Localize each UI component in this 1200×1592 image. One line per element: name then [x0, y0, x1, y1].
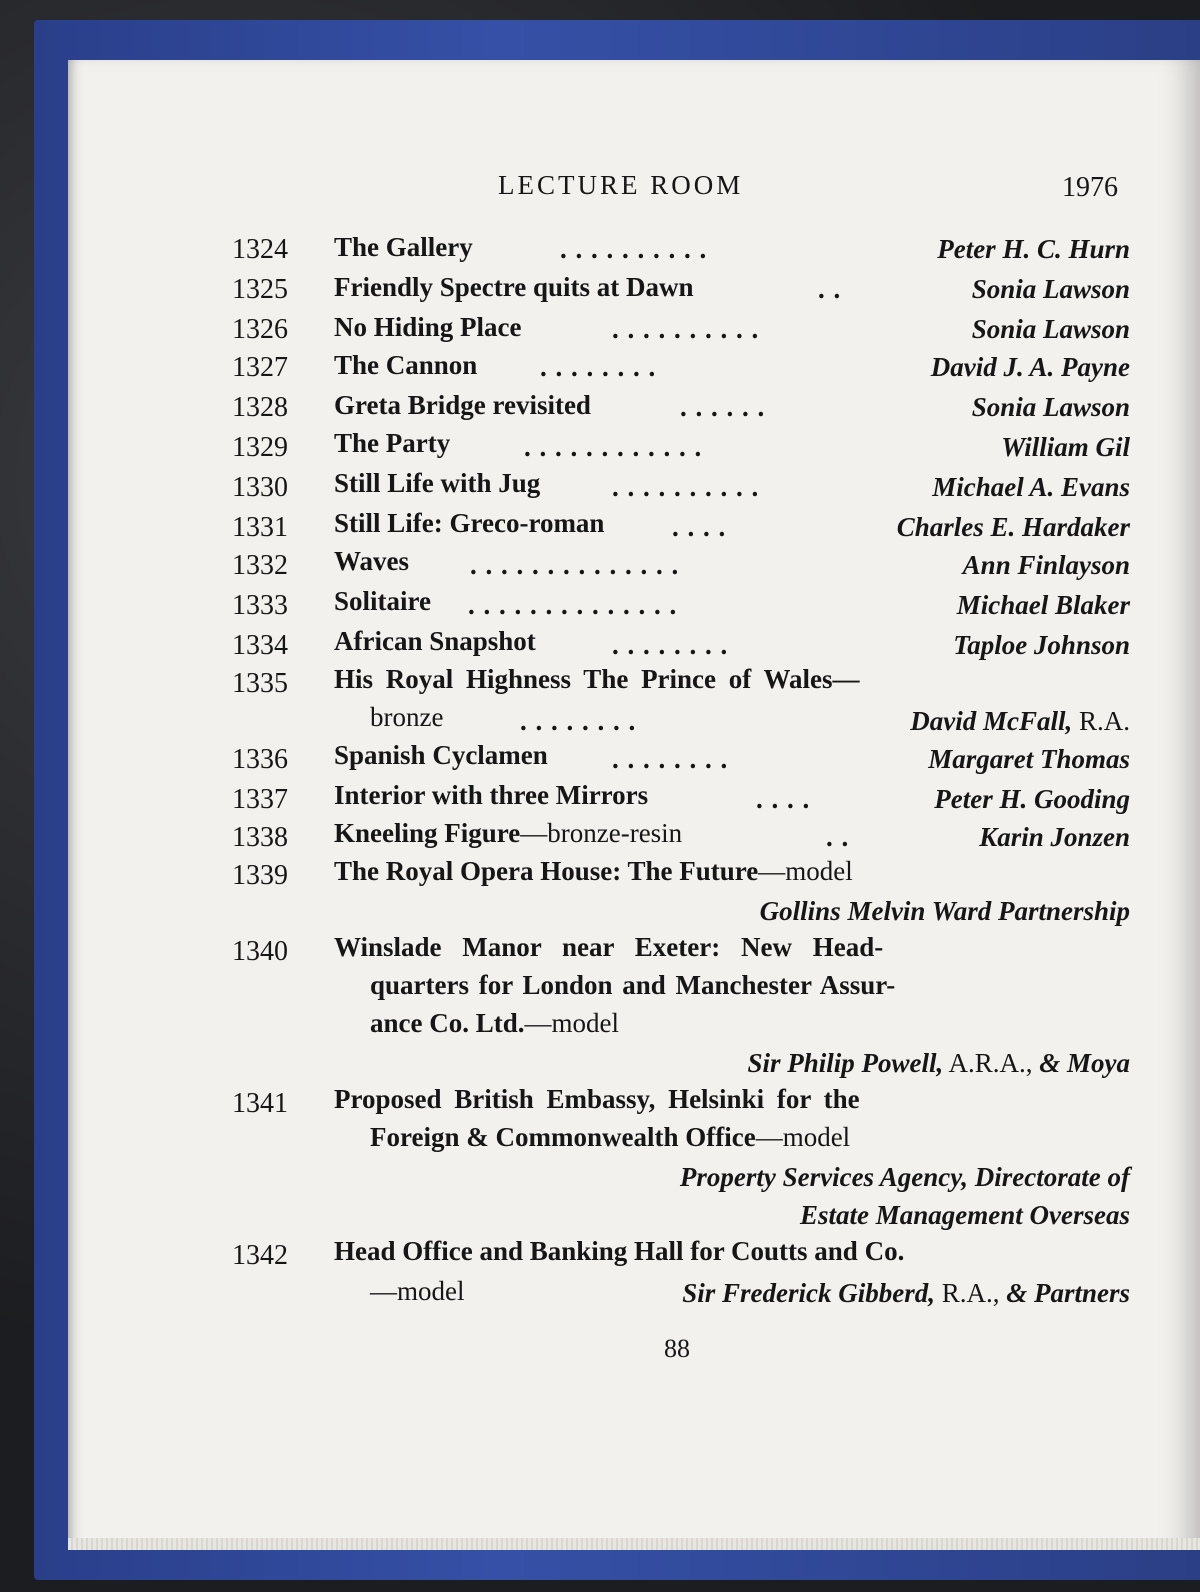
artist-name: Karin Jonzen	[979, 822, 1130, 852]
leader-dots: . . . . . . . .	[540, 352, 657, 382]
catalogue-number: 1325	[232, 274, 288, 305]
work-title: Friendly Spectre quits at Dawn	[334, 272, 694, 302]
artist-name: Michael Blaker	[956, 590, 1130, 620]
artist-name: Sonia Lawson	[971, 392, 1130, 422]
work-title-continued: ance Co. Ltd.—model	[370, 1008, 619, 1038]
work-title: Interior with three Mirrors	[334, 780, 649, 810]
artist-name: William Gil	[1001, 432, 1130, 462]
work-title: Still Life: Greco-roman	[334, 508, 605, 538]
catalogue-number: 1324	[232, 234, 288, 265]
artist-name: Peter H. C. Hurn	[937, 234, 1130, 264]
artist-name: Taploe Johnson	[953, 630, 1130, 660]
leader-dots: . . . . . . . . . . . . . .	[470, 550, 680, 580]
catalogue-number: 1332	[232, 550, 288, 581]
work-title: His Royal Highness The Prince of Wales—	[334, 664, 860, 694]
artist-name: Sonia Lawson	[971, 314, 1130, 344]
catalogue-number: 1329	[232, 432, 288, 463]
catalogue-number: 1339	[232, 860, 288, 891]
artist-name: Sir Frederick Gibberd, R.A., & Partners	[682, 1278, 1130, 1308]
leader-dots: . . . . . . . .	[612, 630, 729, 660]
artist-name: Peter H. Gooding	[934, 784, 1130, 814]
catalogue-number: 1326	[232, 314, 288, 345]
catalogue-number: 1327	[232, 352, 288, 383]
catalogue-number: 1335	[232, 668, 288, 699]
work-title: Spanish Cyclamen	[334, 740, 548, 770]
artist-name: Charles E. Hardaker	[896, 512, 1130, 542]
catalogue-number: 1331	[232, 512, 288, 543]
leader-dots: . . . . . . . . . .	[612, 472, 760, 502]
catalogue-number: 1334	[232, 630, 288, 661]
work-title: Proposed British Embassy, Helsinki for the	[334, 1084, 860, 1114]
work-title-continued: bronze	[370, 702, 444, 732]
work-title: No Hiding Place	[334, 312, 522, 342]
catalogue-number: 1340	[232, 936, 288, 967]
catalogue-number: 1342	[232, 1240, 288, 1271]
catalogue-number: 1338	[232, 822, 288, 853]
work-title: African Snapshot	[334, 626, 536, 656]
artist-name: Ann Finlayson	[962, 550, 1130, 580]
catalogue-number: 1330	[232, 472, 288, 503]
work-title: Solitaire	[334, 586, 431, 616]
artist-name: Sonia Lawson	[971, 274, 1130, 304]
work-title: The Party	[334, 428, 451, 458]
work-title: Still Life with Jug	[334, 468, 541, 498]
leader-dots: . . . . . . . . . . . . . .	[468, 590, 678, 620]
leader-dots: . . . . . . . .	[520, 706, 637, 736]
leader-dots: . . . . . . . . . .	[560, 234, 708, 264]
work-title: Greta Bridge revisited	[334, 390, 591, 420]
work-title: Waves	[334, 546, 410, 576]
work-title: The Royal Opera House: The Future—model	[334, 856, 853, 886]
page-edges	[68, 1538, 1200, 1550]
page-year: 1976	[1062, 172, 1118, 203]
catalogue-number: 1333	[232, 590, 288, 621]
leader-dots: . . . . . .	[680, 392, 766, 422]
artist-name: Michael A. Evans	[932, 472, 1130, 502]
leader-dots: . . . .	[756, 784, 811, 814]
artist-name: Sir Philip Powell, A.R.A., & Moya	[747, 1048, 1130, 1078]
work-title: Winslade Manor near Exeter: New Head-	[334, 932, 884, 962]
artist-name: Property Services Agency, Directorate of	[679, 1162, 1130, 1192]
work-title-continued: —model	[370, 1276, 465, 1306]
leader-dots: . . . .	[672, 512, 727, 542]
leader-dots: . .	[826, 822, 850, 852]
catalogue-number: 1341	[232, 1088, 288, 1119]
work-title: The Gallery	[334, 232, 473, 262]
artist-name: Gollins Melvin Ward Partnership	[759, 896, 1130, 926]
artist-name: David McFall, R.A.	[910, 706, 1130, 736]
work-title-continued: Foreign & Commonwealth Office—model	[370, 1122, 851, 1152]
artist-name-continued: Estate Management Overseas	[800, 1200, 1130, 1230]
catalogue-number: 1336	[232, 744, 288, 775]
page-number: 88	[664, 1334, 690, 1363]
work-title-continued: quarters for London and Manchester Assur-	[370, 970, 896, 1000]
leader-dots: . . . . . . . . . . . .	[524, 432, 703, 462]
catalogue-number: 1328	[232, 392, 288, 423]
leader-dots: . . . . . . . .	[612, 744, 729, 774]
leader-dots: . .	[818, 274, 842, 304]
work-title: Head Office and Banking Hall for Coutts and Co.	[334, 1236, 905, 1266]
leader-dots: . . . . . . . . . .	[612, 314, 760, 344]
work-title: Kneeling Figure—bronze-resin	[334, 818, 683, 848]
work-title: The Cannon	[334, 350, 478, 380]
artist-name: David J. A. Payne	[930, 352, 1130, 382]
catalogue-number: 1337	[232, 784, 288, 815]
artist-name: Margaret Thomas	[928, 744, 1130, 774]
running-head: LECTURE ROOM	[498, 170, 744, 200]
